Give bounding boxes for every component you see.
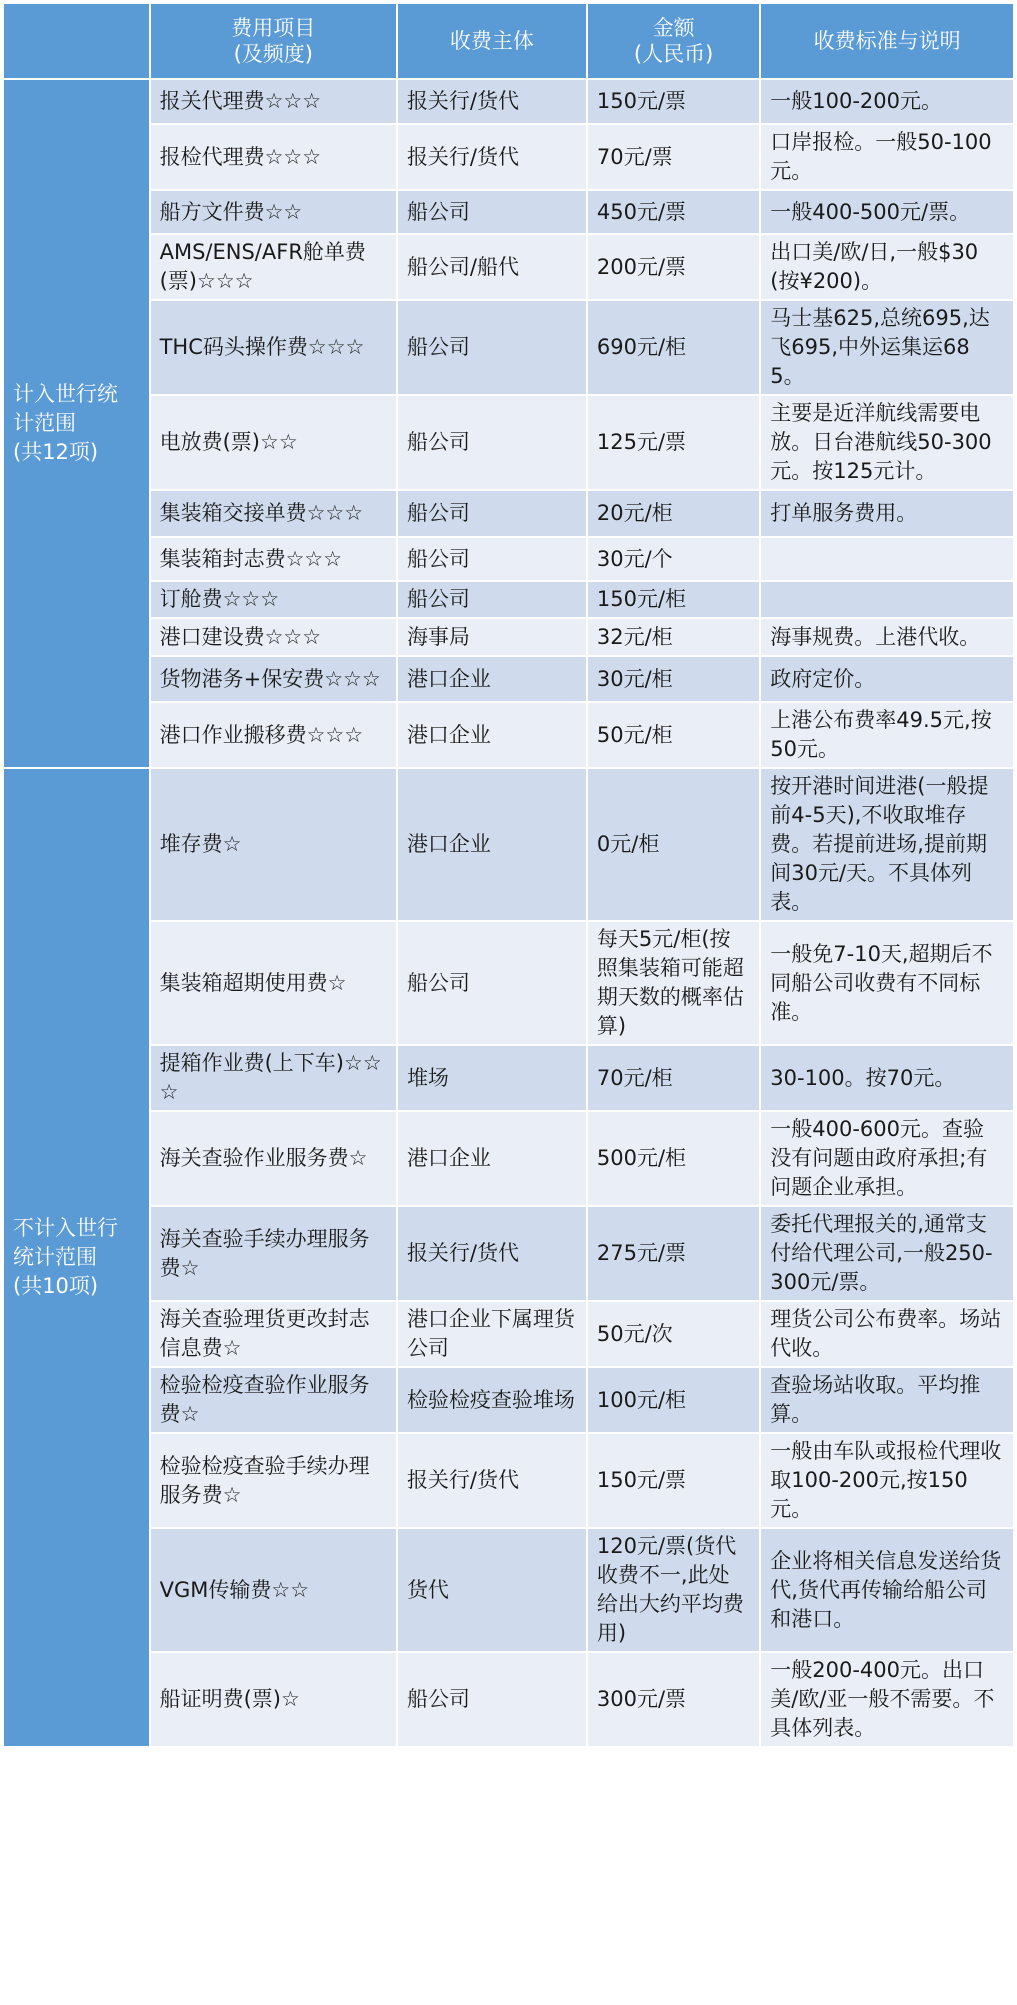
amount-cell: 300元/票 [587, 1652, 760, 1747]
fee-item-cell: 检验检疫查验手续办理服务费☆ [150, 1433, 397, 1528]
note-cell: 马士基625,总统695,达飞695,中外运集运685。 [760, 300, 1014, 395]
table-row [3, 490, 1014, 537]
fee-item-cell: 海关查验手续办理服务费☆ [150, 1206, 397, 1301]
table-row [3, 768, 1014, 921]
note-cell: 一般400-600元。查验没有问题由政府承担;有问题企业承担。 [760, 1111, 1014, 1206]
amount-cell: 50元/次 [587, 1301, 760, 1367]
amount-cell: 30元/柜 [587, 656, 760, 702]
fee-item-cell: AMS/ENS/AFR舱单费(票)☆☆☆ [150, 234, 397, 300]
fee-item-cell: 船证明费(票)☆ [150, 1652, 397, 1747]
note-cell: 按开港时间进港(一般提前4-5天),不收取堆存费。若提前进场,提前期间30元/天。不具体列表。 [760, 768, 1014, 921]
table-row [3, 1528, 1014, 1652]
payee-cell: 港口企业 [397, 656, 587, 702]
table-row [3, 537, 1014, 581]
payee-cell: 报关行/货代 [397, 79, 587, 124]
note-cell: 打单服务费用。 [760, 490, 1014, 537]
amount-cell: 200元/票 [587, 234, 760, 300]
amount-cell: 450元/票 [587, 190, 760, 234]
amount-cell: 120元/票(货代收费不一,此处给出大约平均费用) [587, 1528, 760, 1652]
fee-item-cell: 集装箱封志费☆☆☆ [150, 537, 397, 581]
note-cell: 海事规费。上港代收。 [760, 618, 1014, 656]
amount-cell: 125元/票 [587, 395, 760, 490]
payee-cell: 船公司 [397, 300, 587, 395]
payee-cell: 船公司 [397, 395, 587, 490]
table-row [3, 1652, 1014, 1747]
payee-cell: 船公司 [397, 581, 587, 618]
payee-cell: 港口企业 [397, 768, 587, 921]
payee-cell: 船公司 [397, 490, 587, 537]
amount-cell: 0元/柜 [587, 768, 760, 921]
note-cell: 一般由车队或报检代理收取100-200元,按150元。 [760, 1433, 1014, 1528]
note-cell [760, 581, 1014, 618]
payee-cell: 船公司 [397, 1652, 587, 1747]
payee-cell: 港口企业 [397, 1111, 587, 1206]
fee-item-cell: 报检代理费☆☆☆ [150, 124, 397, 190]
payee-cell: 堆场 [397, 1045, 587, 1111]
fee-item-cell: 集装箱交接单费☆☆☆ [150, 490, 397, 537]
fee-item-cell: 海关查验作业服务费☆ [150, 1111, 397, 1206]
payee-cell: 船公司/船代 [397, 234, 587, 300]
amount-cell: 275元/票 [587, 1206, 760, 1301]
note-cell: 政府定价。 [760, 656, 1014, 702]
fee-table-body [3, 79, 1014, 1747]
fee-item-cell: VGM传输费☆☆ [150, 1528, 397, 1652]
amount-cell: 150元/票 [587, 1433, 760, 1528]
note-cell: 理货公司公布费率。场站代收。 [760, 1301, 1014, 1367]
note-cell: 一般200-400元。出口美/欧/亚一般不需要。不具体列表。 [760, 1652, 1014, 1747]
header-item: 费用项目 (及频度) [150, 3, 397, 79]
amount-cell: 70元/票 [587, 124, 760, 190]
group-label: 不计入世行 统计范围 (共10项) [3, 768, 150, 1747]
amount-cell: 150元/柜 [587, 581, 760, 618]
header-group [3, 3, 150, 79]
table-row [3, 618, 1014, 656]
table-row [3, 300, 1014, 395]
note-cell: 一般免7-10天,超期后不同船公司收费有不同标准。 [760, 921, 1014, 1045]
fee-item-cell: 检验检疫查验作业服务费☆ [150, 1367, 397, 1433]
payee-cell: 海事局 [397, 618, 587, 656]
header-note: 收费标准与说明 [760, 3, 1014, 79]
note-cell: 主要是近洋航线需要电放。日台港航线50-300元。按125元计。 [760, 395, 1014, 490]
payee-cell: 船公司 [397, 921, 587, 1045]
payee-cell: 船公司 [397, 190, 587, 234]
fee-item-cell: 集装箱超期使用费☆ [150, 921, 397, 1045]
table-row [3, 1301, 1014, 1367]
payee-cell: 港口企业 [397, 702, 587, 768]
note-cell: 30-100。按70元。 [760, 1045, 1014, 1111]
table-row [3, 234, 1014, 300]
amount-cell: 690元/柜 [587, 300, 760, 395]
table-row [3, 581, 1014, 618]
fee-item-cell: 电放费(票)☆☆ [150, 395, 397, 490]
note-cell: 一般100-200元。 [760, 79, 1014, 124]
fee-item-cell: 港口作业搬移费☆☆☆ [150, 702, 397, 768]
amount-cell: 每天5元/柜(按照集装箱可能超期天数的概率估算) [587, 921, 760, 1045]
table-row [3, 79, 1014, 124]
table-row [3, 190, 1014, 234]
table-row [3, 1433, 1014, 1528]
table-row [3, 1045, 1014, 1111]
fee-item-cell: 提箱作业费(上下车)☆☆☆ [150, 1045, 397, 1111]
header-amount: 金额 (人民币) [587, 3, 760, 79]
fee-item-cell: THC码头操作费☆☆☆ [150, 300, 397, 395]
group-label: 计入世行统 计范围 (共12项) [3, 79, 150, 768]
amount-cell: 100元/柜 [587, 1367, 760, 1433]
fee-item-cell: 堆存费☆ [150, 768, 397, 921]
fee-item-cell: 订舱费☆☆☆ [150, 581, 397, 618]
amount-cell: 150元/票 [587, 79, 760, 124]
amount-cell: 32元/柜 [587, 618, 760, 656]
fee-item-cell: 报关代理费☆☆☆ [150, 79, 397, 124]
payee-cell: 检验检疫查验堆场 [397, 1367, 587, 1433]
fee-table [2, 2, 1015, 1748]
table-row [3, 656, 1014, 702]
amount-cell: 30元/个 [587, 537, 760, 581]
table-row [3, 1367, 1014, 1433]
table-row [3, 1111, 1014, 1206]
fee-item-cell: 海关查验理货更改封志信息费☆ [150, 1301, 397, 1367]
note-cell [760, 537, 1014, 581]
payee-cell: 报关行/货代 [397, 1433, 587, 1528]
amount-cell: 50元/柜 [587, 702, 760, 768]
note-cell: 查验场站收取。平均推算。 [760, 1367, 1014, 1433]
amount-cell: 20元/柜 [587, 490, 760, 537]
table-row [3, 395, 1014, 490]
table-row [3, 1206, 1014, 1301]
amount-cell: 70元/柜 [587, 1045, 760, 1111]
table-row [3, 702, 1014, 768]
note-cell: 委托代理报关的,通常支付给代理公司,一般250-300元/票。 [760, 1206, 1014, 1301]
note-cell: 一般400-500元/票。 [760, 190, 1014, 234]
note-cell: 口岸报检。一般50-100元。 [760, 124, 1014, 190]
payee-cell: 报关行/货代 [397, 124, 587, 190]
payee-cell: 报关行/货代 [397, 1206, 587, 1301]
amount-cell: 500元/柜 [587, 1111, 760, 1206]
fee-item-cell: 港口建设费☆☆☆ [150, 618, 397, 656]
payee-cell: 船公司 [397, 537, 587, 581]
note-cell: 出口美/欧/日,一般$30(按¥200)。 [760, 234, 1014, 300]
header-row [3, 3, 1014, 79]
fee-item-cell: 货物港务+保安费☆☆☆ [150, 656, 397, 702]
note-cell: 企业将相关信息发送给货代,货代再传输给船公司和港口。 [760, 1528, 1014, 1652]
table-row [3, 124, 1014, 190]
note-cell: 上港公布费率49.5元,按50元。 [760, 702, 1014, 768]
payee-cell: 货代 [397, 1528, 587, 1652]
table-row [3, 921, 1014, 1045]
fee-item-cell: 船方文件费☆☆ [150, 190, 397, 234]
header-payee: 收费主体 [397, 3, 587, 79]
payee-cell: 港口企业下属理货公司 [397, 1301, 587, 1367]
